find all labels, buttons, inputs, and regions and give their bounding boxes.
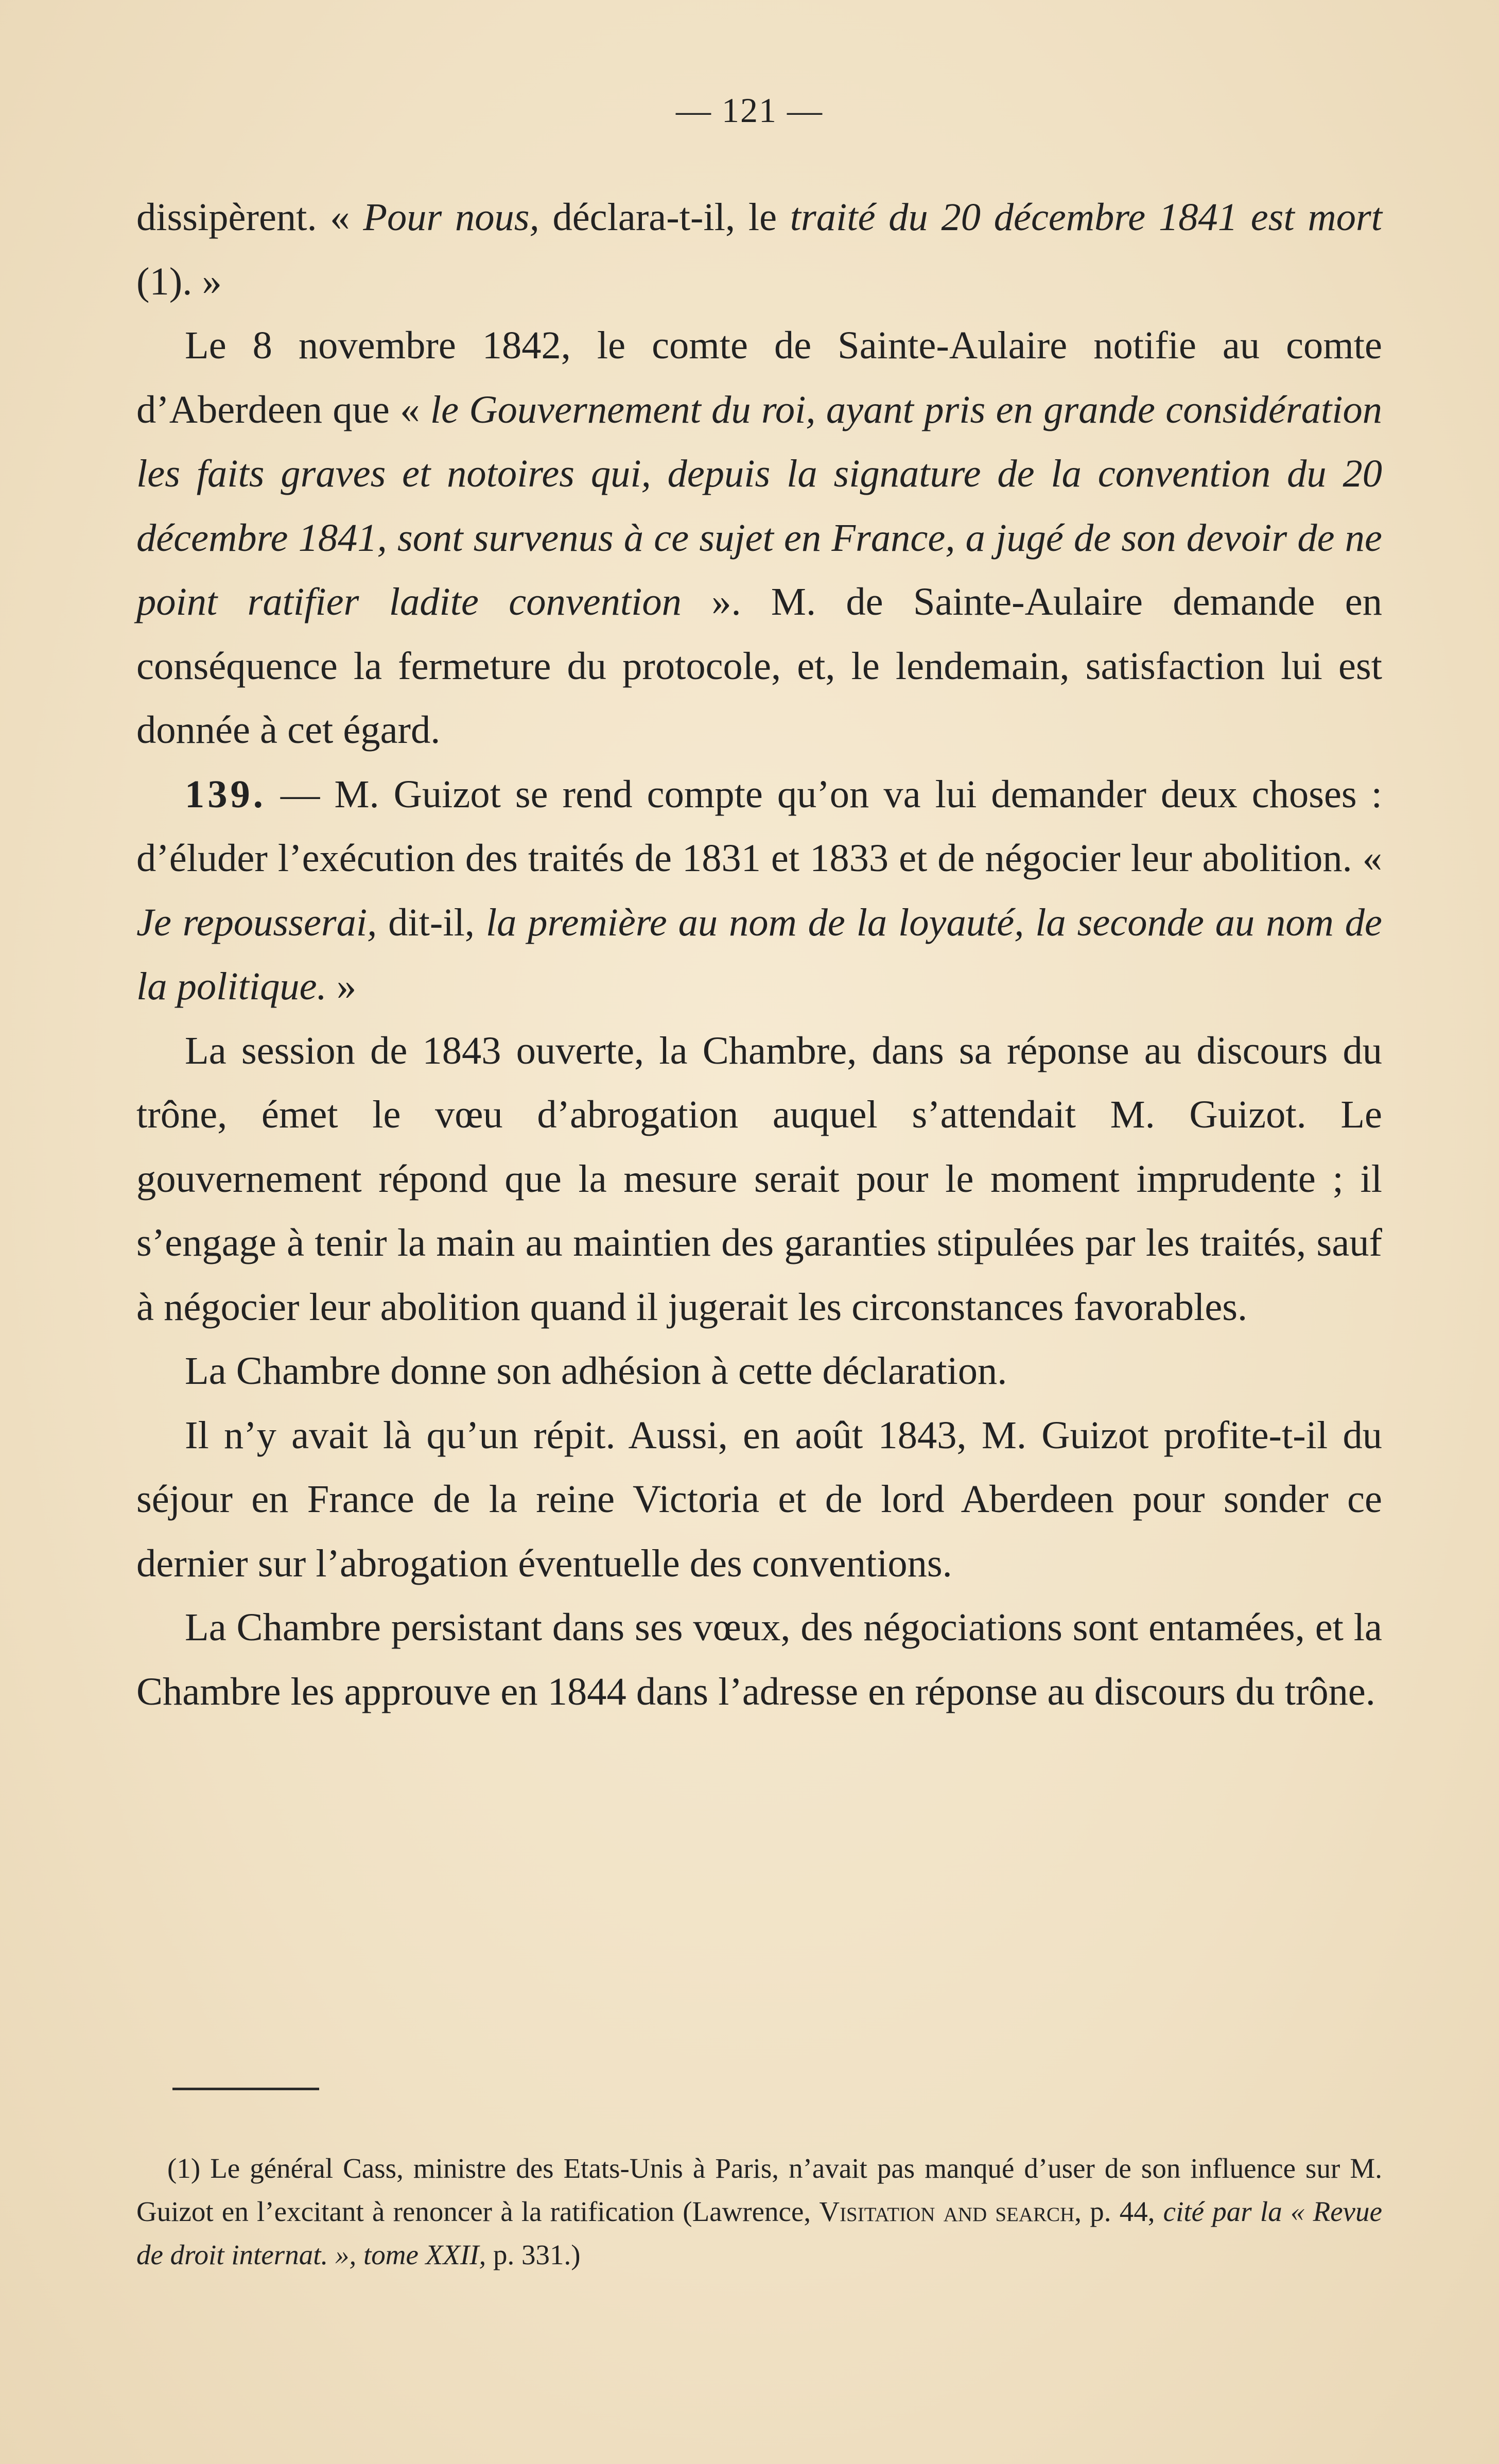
text-segment: La Chambre donne son adhésion à cette déclaration. <box>185 1349 1007 1393</box>
paragraph <box>136 1403 1382 1596</box>
italic-text: le Gouvernement du roi, ayant pris en grande considération les faits graves et notoires qui, depuis la signature de la convention du 20 décembre 1841, sont survenus à ce sujet en France, a jugé de son devoir de ne point ratifier ladite convention <box>136 387 1383 623</box>
text-segment: dit-il, <box>377 900 486 944</box>
italic-text: cité par la « Revue de droit internat. », tome XXII, <box>136 2196 1382 2270</box>
italic-text: Pour nous, <box>363 195 539 239</box>
text-segment: La session de 1843 ouverte, la Chambre, dans sa réponse au discours du trône, émet le vœu d’abrogation auquel s’attendait M. Guizot. Le gouvernement répond que la mesure serait pour le moment imprudente ; il s’engage à tenir la main au maintien des garanties stipulées par les traités, sauf à négocier leur abolition quand il jugerait les circonstances favorables. <box>136 1028 1382 1329</box>
section-number: 139. <box>185 772 266 816</box>
text-segment: — M. Guizot se rend compte qu’on va lui demander deux choses : d’éluder l’exécution des traités de 1831 et 1833 et de négocier leur abolition. « <box>136 772 1382 880</box>
paragraph <box>136 185 1382 314</box>
text-segment: déclara-t-il, le <box>539 195 790 239</box>
text-segment: Il n’y avait là qu’un répit. Aussi, en août 1843, M. Guizot profite-t-il du séjour en France de la reine Victoria et de lord Aberdeen pour sonder ce dernier sur l’abrogation éventuelle des conventions. <box>136 1413 1382 1585</box>
paragraph <box>136 1019 1382 1340</box>
footnote-separator <box>172 2088 319 2090</box>
paragraph <box>136 1595 1382 1724</box>
text-segment: p. 331.) <box>486 2239 581 2270</box>
text-segment: ». M. de Sainte-Aulaire demande en conséquence la fermeture du protocole, et, le lendemain, satisfaction lui est donnée à cet égard. <box>136 580 1383 752</box>
page-number: — 121 — <box>676 91 823 130</box>
italic-text: la première au nom de la loyauté, la seconde au nom de la politique. <box>136 900 1382 1008</box>
text-segment: Le 8 novembre 1842, le comte de Sainte-Aulaire notifie au comte d’Aberdeen que « <box>136 323 1382 431</box>
text-segment: (1). » <box>136 259 222 303</box>
italic-text: Je repousserai, <box>136 900 377 944</box>
body-text <box>136 185 1382 1724</box>
paragraph <box>136 314 1382 762</box>
paragraph <box>136 1339 1382 1403</box>
text-segment: , p. 44, <box>1074 2196 1163 2227</box>
text-segment: La Chambre persistant dans ses vœux, des négociations sont entamées, et la Chambre les approuve en 1844 dans l’adresse en réponse au discours du trône. <box>136 1605 1382 1713</box>
text-segment: dissipèrent. « <box>136 195 363 239</box>
text-segment: » <box>326 964 357 1008</box>
text-segment: Visitation and search <box>819 2196 1075 2227</box>
text-segment: (1) Le général Cass, ministre des Etats-Unis à Paris, n’avait pas manqué d’user de son influence sur M. Guizot en l’excitant à renoncer à la ratification (Lawrence, <box>136 2153 1382 2227</box>
footnote <box>136 2147 1382 2277</box>
italic-text: traité du 20 décembre 1841 est mort <box>790 195 1382 239</box>
paragraph <box>136 762 1382 1019</box>
